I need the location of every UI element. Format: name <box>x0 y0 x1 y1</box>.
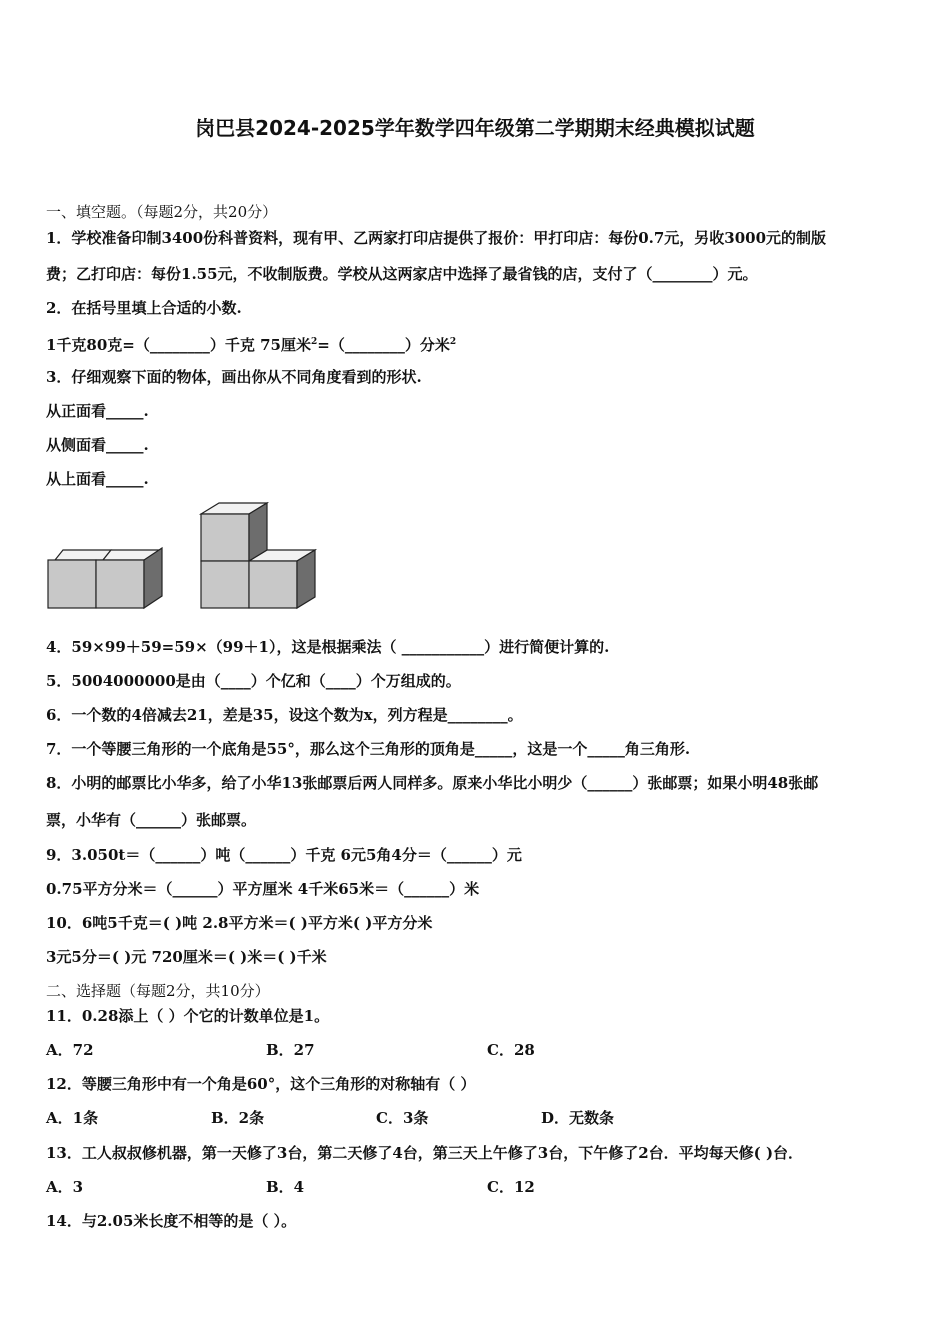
option-b: B．2条 <box>211 1109 265 1127</box>
question-5: 5．5004000000是由（____）个亿和（____）个万组成的。 <box>46 672 461 690</box>
question-8-line-1: 8．小明的邮票比小华多，给了小华13张邮票后两人同样多。原来小华比小明少（______）张邮票；如果小明48张邮 <box>46 774 819 792</box>
question-8-line-2: 票，小华有（______）张邮票。 <box>46 811 257 829</box>
option-c: C．3条 <box>376 1109 429 1127</box>
option-b: B．27 <box>266 1041 315 1059</box>
option-a: A．3 <box>46 1178 84 1196</box>
question-2-blanks <box>46 332 456 355</box>
question-13: 13．工人叔叔修机器，第一天修了3台，第二天修了4台，第三天上午修了3台，下午修了2台．平均每天修( )台． <box>46 1144 804 1162</box>
question-10-line-1: 10．6吨5千克＝( )吨 2.8平方米＝( )平方米( )平方分米 <box>46 914 433 932</box>
question-3-side-view: 从侧面看_____. <box>46 436 149 454</box>
question-2: 2．在括号里填上合适的小数. <box>46 299 242 317</box>
question-1-line-2: 费；乙打印店：每份1.55元，不收制版费。学校从这两家店中选择了最省钱的店，支付了（________）元。 <box>46 265 758 283</box>
superscript: 2 <box>449 337 457 347</box>
question-2-blank-text-2: =（________）分米 <box>317 336 450 354</box>
question-9-line-2: 0.75平方分米＝（______）平方厘米 4千米65米＝（______）米 <box>46 880 480 898</box>
cube-figure <box>40 498 330 616</box>
question-1-line-1: 1．学校准备印制3400份科普资料，现有甲、乙两家打印店提供了报价：甲打印店：每份0.7元，另收3000元的制版 <box>46 229 827 247</box>
question-9-line-1: 9．3.050t＝（______）吨（______）千克 6元5角4分＝（______）元 <box>46 846 522 864</box>
page-title: 岗巴县2024-2025学年数学四年级第二学期期末经典模拟试题 <box>195 116 755 140</box>
question-10-line-2: 3元5分＝( )元 720厘米＝( )米＝( )千米 <box>46 948 327 966</box>
section-header-choice: 二、选择题（每题2分，共10分） <box>46 982 270 1000</box>
question-7: 7．一个等腰三角形的一个底角是55°，那么这个三角形的顶角是_____，这是一个_____角三角形. <box>46 740 691 758</box>
superscript: 2 <box>310 337 318 347</box>
option-b: B．4 <box>266 1178 305 1196</box>
question-3-top-view: 从上面看_____. <box>46 470 149 488</box>
question-14: 14．与2.05米长度不相等的是（ ）。 <box>46 1212 297 1230</box>
option-c: C．28 <box>487 1041 535 1059</box>
question-11: 11．0.28添上（ ）个它的计数单位是1。 <box>46 1007 330 1025</box>
option-a: A．72 <box>46 1041 94 1059</box>
option-d: D．无数条 <box>541 1109 615 1127</box>
question-3-front-view: 从正面看_____. <box>46 402 149 420</box>
option-c: C．12 <box>487 1178 535 1196</box>
question-6: 6．一个数的4倍减去21，差是35，设这个数为x，列方程是________。 <box>46 706 523 724</box>
option-a: A．1条 <box>46 1109 99 1127</box>
section-header-fill-in: 一、填空题。（每题2分，共20分） <box>46 203 278 221</box>
question-12: 12．等腰三角形中有一个角是60°，这个三角形的对称轴有（ ） <box>46 1075 476 1093</box>
question-3: 3．仔细观察下面的物体，画出你从不同角度看到的形状. <box>46 368 422 386</box>
question-4: 4．59×99＋59=59×（99＋1），这是根据乘法（ ___________）进行简便计算的. <box>46 638 610 656</box>
question-2-blank-text: 1千克80克=（________）千克 75厘米 <box>46 336 311 354</box>
